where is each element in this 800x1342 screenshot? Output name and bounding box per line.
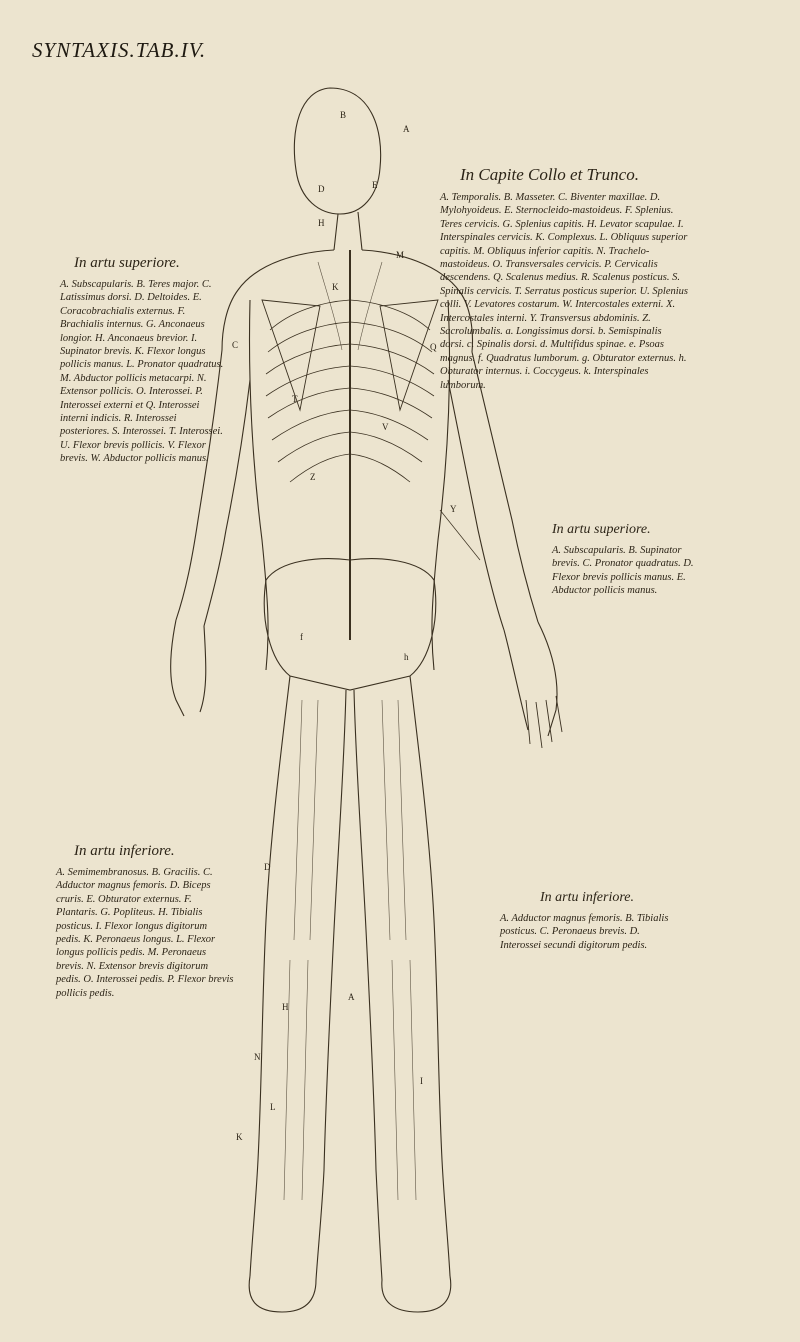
caption-text: A. Temporalis. B. Masseter. C. Biventer maxillae. D. Mylohyoideus. E. Sternocleido-mastoideus. F. Splenius. Teres cervicis. G. Splenius capitis. H. Levator scapulae. I. Interspinales cervicis. K. Complexus. L. Obliquus superior capitis. M. Obliquus inferior capitis. N. Trachelo-mastoideus. O. Transversales cervicis. P. Cervicalis descendens. Q. Scalenus medius. R. Scalenus posticus. S. Spinalis cervicis. T. Serratus posticus superior. U. Splenius colli. V. Levatores costarum. W. Intercostales externi. X. Intercostales interni. Y. Transversus abdominis. Z. Sacrolumbalis. a. Longissimus dorsi. b. Semispinalis dorsi. c. Spinalis dorsi. d. Multifidus spinae. e. Psoas magnus. f. Quadratus lumborum. g. Obturator externus. h. Obturator internus. i. Coccygeus. k. Interspinales lumborum.	[440, 192, 689, 391]
label-H2: H	[282, 1002, 289, 1012]
caption-text: A. Adductor magnus femoris. B. Tibialis posticus. C. Peronaeus brevis. D. Interossei secundi digitorum pedis.	[500, 913, 669, 951]
label-L: L	[270, 1102, 276, 1112]
right-scapula	[380, 300, 438, 410]
caption-text: A. Subscapularis. B. Supinator brevis. C. Pronator quadratus. D. Flexor brevis pollicis manus. E. Abductor pollicis manus.	[552, 545, 694, 597]
caption-text: A. Subscapularis. B. Teres major. C. Latissimus dorsi. D. Deltoides. E. Coracobrachialis externus. F. Brachialis internus. G. Anconaeus longior. H. Anconaeus brevior. I. Supinator brevis. K. Flexor longus pollicis manus. L. Pronator quadratus. M. Abductor pollicis metacarpi. N. Extensor pollicis. O. Interossei. P. Interossei externi et Q. Interossei interni indicis. R. Interossei posteriores. S. Interossei. T. Interossei. U. Flexor brevis pollicis. V. Flexor brevis. W. Abductor pollicis manus.	[60, 279, 224, 465]
caption-heading: In artu superiore.	[74, 255, 180, 271]
label-T: T	[292, 394, 298, 404]
caption-head-neck-trunk	[440, 165, 688, 392]
label-Y: Y	[450, 504, 457, 514]
label-Z: Z	[310, 472, 316, 482]
left-foot	[249, 1276, 316, 1312]
label-K2: K	[236, 1132, 243, 1142]
caption-lower-leg-left	[56, 843, 234, 1000]
caption-lower-arm	[552, 522, 702, 598]
caption-lower-leg-right	[500, 890, 678, 952]
label-D: D	[318, 184, 325, 194]
label-A2: A	[348, 992, 355, 1002]
right-leg	[354, 676, 450, 1280]
caption-upper-arm	[60, 255, 228, 466]
label-K: K	[332, 282, 339, 292]
left-leg	[250, 676, 346, 1280]
figure-shoulders	[222, 250, 473, 352]
label-I: I	[420, 1076, 423, 1086]
caption-heading: In artu superiore.	[552, 522, 651, 537]
label-D2: D	[264, 862, 271, 872]
label-N: N	[254, 1052, 261, 1062]
label-Q: Q	[430, 342, 437, 352]
right-foot	[382, 1276, 451, 1312]
left-scapula	[262, 300, 320, 410]
label-H: H	[318, 218, 325, 228]
label-h: h	[404, 652, 409, 662]
label-M: M	[396, 250, 405, 260]
caption-heading: In artu inferiore.	[74, 843, 175, 859]
caption-heading: In Capite Collo et Trunco.	[460, 165, 639, 184]
label-A: A	[403, 124, 410, 134]
label-V: V	[382, 422, 389, 432]
label-C: C	[232, 340, 239, 350]
right-arm	[448, 352, 538, 630]
caption-heading: In artu inferiore.	[540, 890, 634, 905]
left-hand	[171, 620, 206, 716]
caption-text: A. Semimembranosus. B. Gracilis. C. Adductor magnus femoris. D. Biceps cruris. E. Obturator externus. F. Plantaris. G. Popliteus. H. Tibialis posticus. I. Flexor longus digitorum pedis. K. Peronaeus longus. L. Flexor longus pollicis pedis. M. Peronaeus brevis. N. Extensor brevis digitorum pedis. O. Interossei pedis. P. Flexor brevis pollicis pedis.	[56, 867, 234, 999]
label-B: B	[340, 110, 347, 120]
label-f: f	[300, 632, 303, 642]
plate-title: SYNTAXIS.TAB.IV.	[32, 38, 207, 62]
figure-head	[294, 88, 380, 214]
label-E: E	[372, 180, 378, 190]
